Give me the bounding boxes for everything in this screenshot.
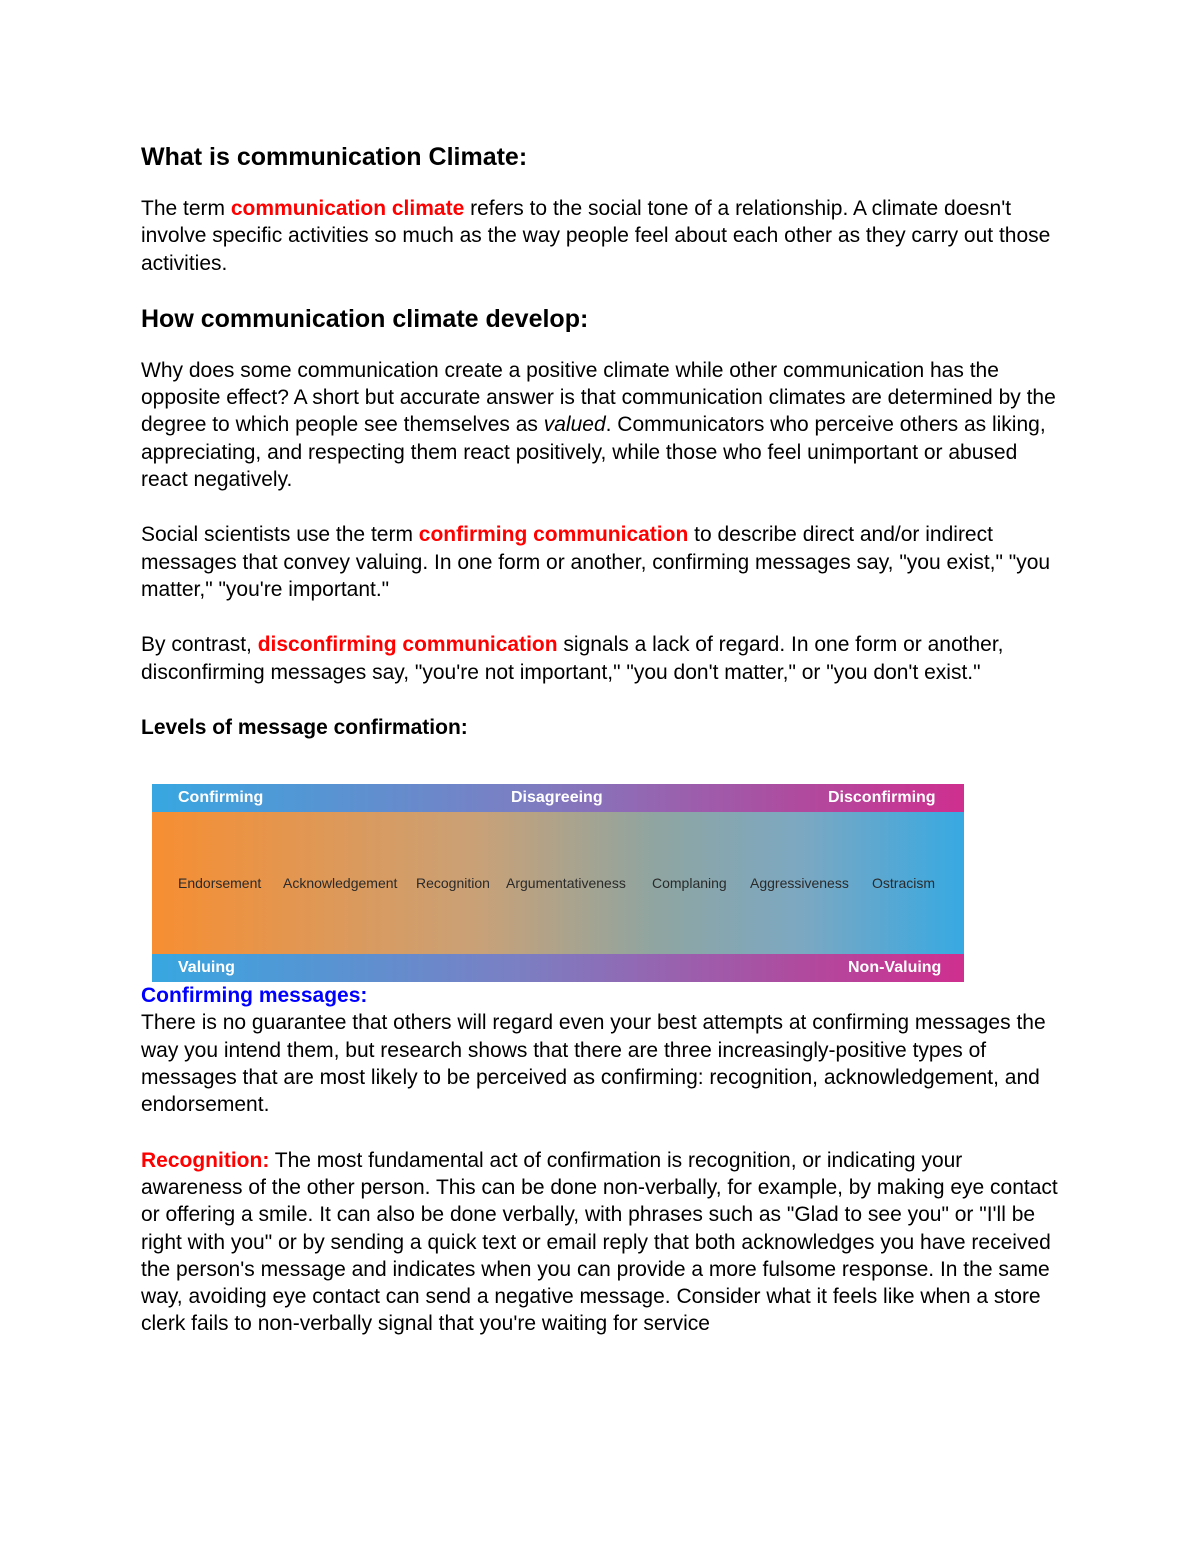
level-complaning: Complaning bbox=[652, 875, 727, 891]
paragraph-disconfirming bbox=[141, 631, 1066, 686]
text-run: The most fundamental act of confirmation is recognition, or indicating your awareness of the other person. This can be done non-verbally, for example, by making eye contact or offering a smile. It can also be done verbally, with phrases such as "Glad to see you" or "I'll be right with you" or by sending a quick text or email reply that both acknowledges you have received the person's message and indicates when you can provide a more fulsome response. In the same way, avoiding eye contact can send a negative message. Consider what it feels like when a store clerk fails to non-verbally signal that you're waiting for service bbox=[141, 1148, 1058, 1336]
text-run: refers to the social tone of a relationship. A climate doesn't involve specific activities so much as the way people feel about each other as they carry out those activities. bbox=[141, 197, 1051, 275]
text-run: The term bbox=[141, 197, 231, 220]
term-recognition: Recognition: bbox=[141, 1148, 270, 1172]
text-run: to describe direct and/or indirect messages that convey valuing. In one form or another, confirming messages say, "you exist," "you matter," "you're important." bbox=[141, 523, 1051, 601]
paragraph-confirming bbox=[141, 521, 1066, 603]
paragraph-definition bbox=[141, 195, 1066, 277]
label-disagreeing: Disagreeing bbox=[511, 789, 603, 806]
diagram-bottom-band bbox=[152, 954, 964, 982]
paragraph-recognition bbox=[141, 1147, 1066, 1338]
diagram-levels-band bbox=[152, 812, 964, 954]
confirming-messages-heading: Confirming messages: bbox=[141, 984, 368, 1008]
text-run: By contrast, bbox=[141, 633, 258, 657]
text-run: Why does some communication create a positive climate while other communication has the opposite effect? A short but accurate answer is that communication climates are determined by the degree to which people see themselves as bbox=[141, 358, 1056, 437]
level-acknowledgement: Acknowledgement bbox=[283, 875, 398, 891]
level-recognition: Recognition bbox=[416, 875, 490, 891]
level-argumentativeness: Argumentativeness bbox=[506, 875, 626, 891]
paragraph-confirming-messages: There is no guarantee that others will regard even your best attempts at confirming messages the way you intend them, but research shows that there are three increasingly-positive types of messages that are most likely to be perceived as confirming: recognition, acknowledgement, and endorsement. bbox=[141, 1011, 1046, 1117]
level-ostracism: Ostracism bbox=[872, 875, 935, 891]
term-confirming-communication: confirming communication bbox=[418, 523, 689, 547]
document-body bbox=[141, 140, 1066, 1338]
label-disconfirming: Disconfirming bbox=[828, 789, 936, 806]
label-non-valuing: Non-Valuing bbox=[848, 959, 942, 976]
text-run: Social scientists use the term bbox=[141, 523, 419, 547]
text-run: signals a lack of regard. In one form or another, disconfirming messages say, "you're not important," "you don't matter," or "you don't exist." bbox=[141, 633, 1004, 684]
heading-communication-climate: What is communication Climate: bbox=[141, 143, 528, 171]
term-disconfirming-communication: disconfirming communication bbox=[257, 633, 558, 657]
text-run: . Communicators who perceive others as liking, appreciating, and respecting them react positively, while those who feel unimportant or abused react negatively. bbox=[141, 413, 1046, 492]
confirmation-levels-diagram bbox=[152, 784, 964, 982]
term-communication-climate: communication climate bbox=[230, 197, 465, 220]
level-aggressiveness: Aggressiveness bbox=[750, 875, 849, 891]
label-valuing: Valuing bbox=[178, 959, 235, 976]
label-confirming: Confirming bbox=[178, 789, 264, 806]
diagram-top-band bbox=[152, 784, 964, 812]
emphasis-valued: valued bbox=[543, 413, 606, 437]
paragraph-valued bbox=[141, 357, 1066, 493]
levels-heading: Levels of message confirmation: bbox=[141, 715, 468, 739]
heading-how-climate-develop: How communication climate develop: bbox=[141, 304, 589, 333]
level-endorsement: Endorsement bbox=[178, 875, 262, 891]
